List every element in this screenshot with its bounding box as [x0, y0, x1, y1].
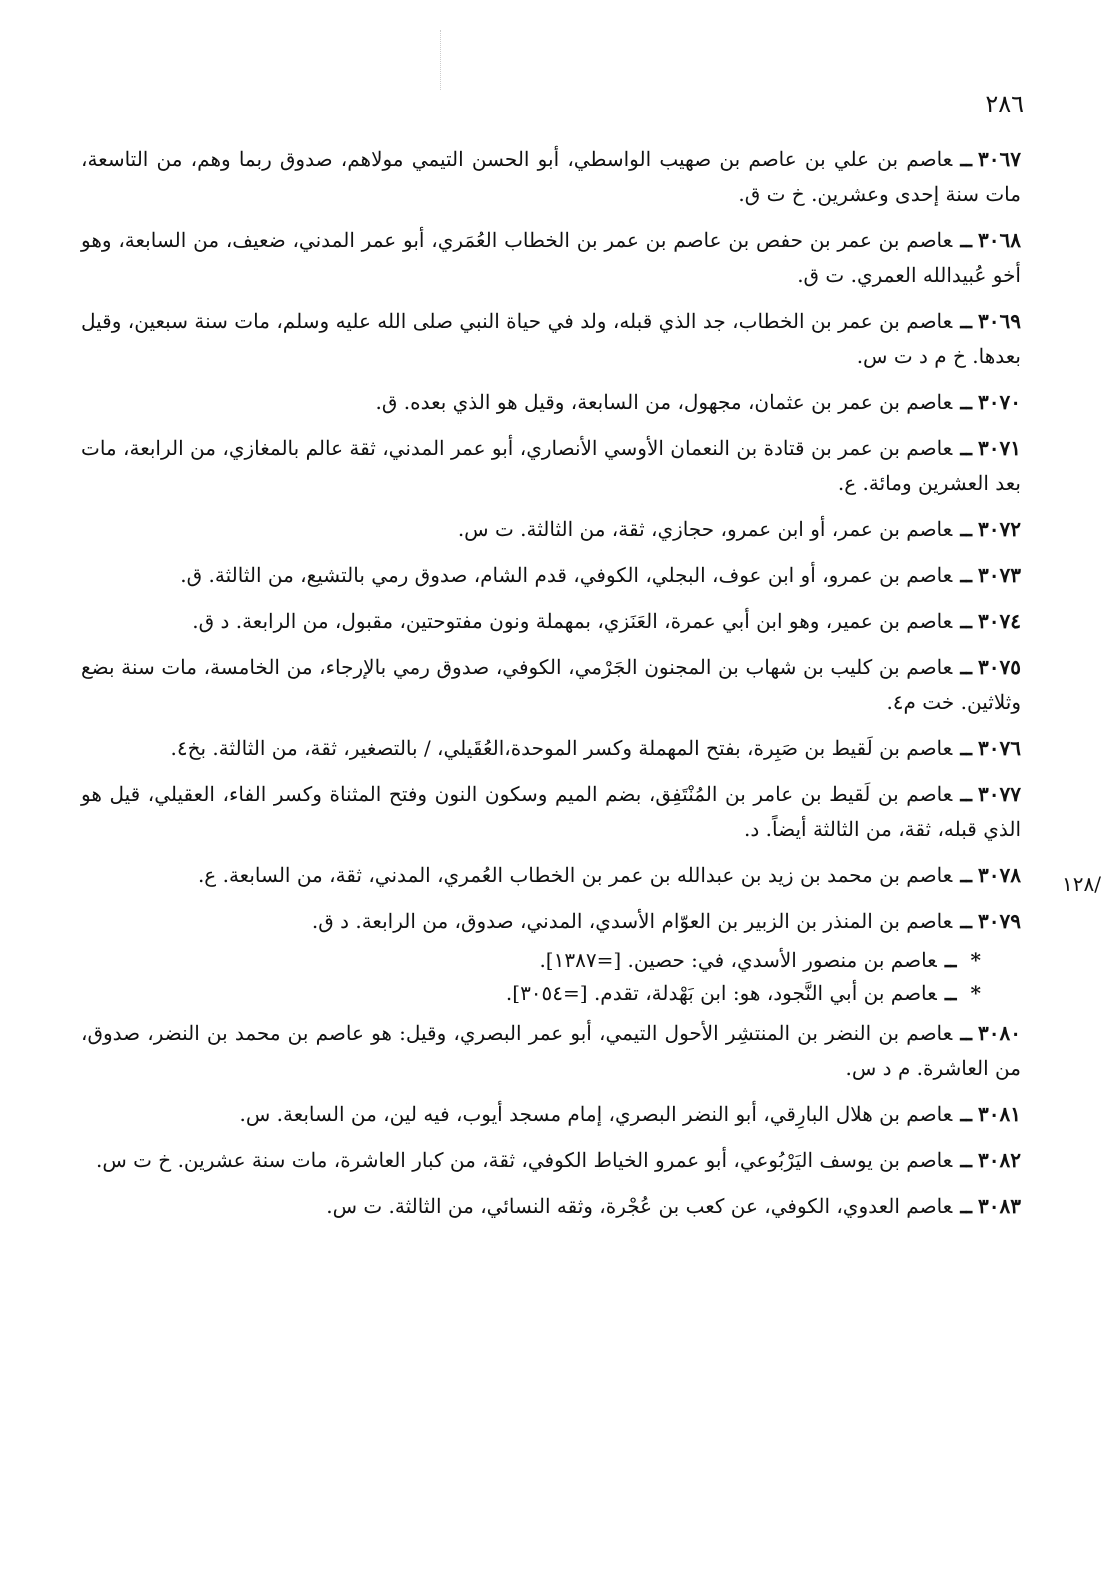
entry-dash: ــ: [960, 1021, 973, 1045]
sub-entry: [81, 977, 1021, 1010]
entry-dash: ــ: [960, 1148, 973, 1172]
entry: [81, 1016, 1021, 1086]
entry-number: ٣٠٨٣: [978, 1194, 1021, 1218]
entry-number: ٣٠٨٢: [978, 1148, 1021, 1172]
entry-text: عاصم بن عمر بن عثمان، مجهول، من السابعة، وقيل هو الذي بعده. ق.: [375, 390, 953, 414]
entry-dash: ــ: [960, 609, 973, 633]
entry: [81, 604, 1021, 639]
sub-entry-text: عاصم بن منصور الأسدي، في: حصين. [=١٣٨٧].: [539, 948, 937, 972]
entry: [81, 650, 1021, 720]
entry-dash: ــ: [960, 436, 973, 460]
entry-number: ٣٠٧٣: [978, 563, 1021, 587]
entry-text: عاصم بن عمر بن الخطاب، جد الذي قبله، ولد في حياة النبي صلى الله عليه وسلم، مات سنة سبعين، وقيل بعدها. خ م د ت س.: [81, 309, 1021, 368]
entry: [81, 431, 1021, 501]
entry-number: ٣٠٧٥: [978, 655, 1021, 679]
entry-text: عاصم بن عمر، أو ابن عمرو، حجازي، ثقة، من الثالثة. ت س.: [457, 517, 953, 541]
entry: [81, 1097, 1021, 1132]
asterisk-icon: *: [970, 981, 981, 1005]
entry: [81, 142, 1021, 212]
entry: [81, 777, 1021, 847]
entry-number: ٣٠٧٦: [978, 736, 1021, 760]
entry-text: عاصم بن لَقيط بن عامر بن المُنْتَفِق، بضم الميم وسكون النون وفتح المثناة وكسر الفاء، العقيلي، قيل هو الذي قبله، ثقة، من الثالثة أيضاً. د.: [81, 782, 1021, 841]
entry-number: ٣٠٦٩: [978, 309, 1021, 333]
entry-dash: ــ: [960, 736, 973, 760]
page-number: ٢٨٦: [985, 90, 1024, 118]
asterisk-icon: *: [970, 948, 981, 972]
entry-number: ٣٠٧٢: [978, 517, 1021, 541]
entry-dash: ــ: [960, 147, 973, 171]
entry-text: عاصم بن عمرو، أو ابن عوف، البجلي، الكوفي، قدم الشام، صدوق رمي بالتشيع، من الثالثة. ق.: [180, 563, 953, 587]
entry: [81, 223, 1021, 293]
entry-number: ٣٠٧٧: [978, 782, 1021, 806]
entry-number: ٣٠٦٨: [978, 228, 1021, 252]
entry-dash: ــ: [944, 981, 957, 1005]
entry-number: ٣٠٨٠: [978, 1021, 1021, 1045]
entry-text: عاصم بن النضر بن المنتشِر الأحول التيمي، أبو عمر البصري، وقيل: هو عاصم بن محمد بن النضر، صدوق، من العاشرة. م د س.: [81, 1021, 1021, 1080]
binding-mark: [440, 30, 442, 90]
entry: [81, 858, 1021, 893]
entry: [81, 904, 1021, 939]
entry-dash: ــ: [960, 309, 973, 333]
entry-dash: ــ: [960, 655, 973, 679]
margin-note: /١٢٨: [1062, 872, 1101, 896]
entry-number: ٣٠٧٩: [978, 909, 1021, 933]
entry-dash: ــ: [960, 563, 973, 587]
sub-entry: [81, 944, 1021, 977]
entry-dash: ــ: [960, 863, 973, 887]
entry-number: ٣٠٧٨: [978, 863, 1021, 887]
entry-number: ٣٠٦٧: [978, 147, 1021, 171]
entry-text: عاصم بن لَقيط بن صَبِرة، بفتح المهملة وكسر الموحدة،العُقَيلي، / بالتصغير، ثقة، من الثالثة. بخ٤.: [170, 736, 953, 760]
entry-text: عاصم العدوي، الكوفي، عن كعب بن عُجْرة، وثقه النسائي، من الثالثة. ت س.: [326, 1194, 953, 1218]
entries-list: [81, 142, 1021, 1235]
entry-dash: ــ: [960, 782, 973, 806]
entry: [81, 385, 1021, 420]
entry-dash: ــ: [944, 948, 957, 972]
entry-number: ٣٠٧٠: [978, 390, 1021, 414]
entry-text: عاصم بن يوسف اليَرْبُوعي، أبو عمرو الخياط الكوفي، ثقة، من كبار العاشرة، مات سنة عشرين. خ ت س.: [95, 1148, 953, 1172]
entry-dash: ــ: [960, 390, 973, 414]
entry: [81, 1143, 1021, 1178]
entry-text: عاصم بن علي بن عاصم بن صهيب الواسطي، أبو الحسن التيمي مولاهم، صدوق ربما وهم، من التاسعة، مات سنة إحدى وعشرين. خ ت ق.: [81, 147, 1021, 206]
entry: [81, 512, 1021, 547]
entry-number: ٣٠٨١: [978, 1102, 1021, 1126]
entry: [81, 731, 1021, 766]
entry-text: عاصم بن المنذر بن الزبير بن العوّام الأسدي، المدني، صدوق، من الرابعة. د ق.: [311, 909, 953, 933]
entry: [81, 304, 1021, 374]
entry: [81, 1189, 1021, 1224]
entry-number: ٣٠٧٤: [978, 609, 1021, 633]
entry-text: عاصم بن عمر بن قتادة بن النعمان الأوسي الأنصاري، أبو عمر المدني، ثقة عالم بالمغازي، من الرابعة، مات بعد العشرين ومائة. ع.: [81, 436, 1021, 495]
entry-dash: ــ: [960, 1194, 973, 1218]
entry-text: عاصم بن عمر بن حفص بن عاصم بن عمر بن الخطاب العُمَري، أبو عمر المدني، ضعيف، من السابعة، وهو أخو عُبيدالله العمري. ت ق.: [81, 228, 1021, 287]
entry-text: عاصم بن عمير، وهو ابن أبي عمرة، العَنَزي، بمهملة ونون مفتوحتين، مقبول، من الرابعة. د ق.: [192, 609, 953, 633]
entry-text: عاصم بن محمد بن زيد بن عبدالله بن عمر بن الخطاب العُمري، المدني، ثقة، من السابعة. ع.: [197, 863, 953, 887]
entry-text: عاصم بن كليب بن شهاب بن المجنون الجَرْمي، الكوفي، صدوق رمي بالإرجاء، من الخامسة، مات سنة بضع وثلاثين. خت م٤.: [81, 655, 1021, 714]
entry-dash: ــ: [960, 1102, 973, 1126]
entry-dash: ــ: [960, 517, 973, 541]
entry: [81, 558, 1021, 593]
sub-entry-text: عاصم بن أبي النَّجود، هو: ابن بَهْدلة، تقدم. [=٣٠٥٤].: [505, 981, 937, 1005]
entry-text: عاصم بن هلال البارِقي، أبو النضر البصري، إمام مسجد أيوب، فيه لين، من السابعة. س.: [239, 1102, 953, 1126]
entry-dash: ــ: [960, 909, 973, 933]
entry-number: ٣٠٧١: [978, 436, 1021, 460]
entry-dash: ــ: [960, 228, 973, 252]
